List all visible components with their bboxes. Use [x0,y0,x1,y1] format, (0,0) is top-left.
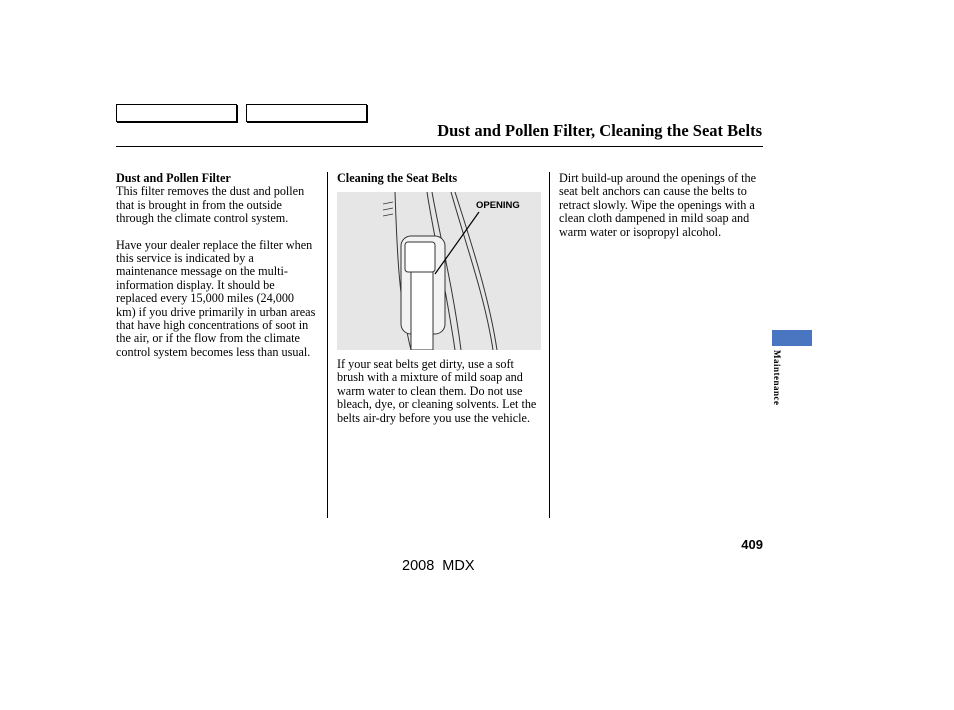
seat-belt-openings-section [559,172,764,239]
dust-filter-section [116,172,316,359]
seat-belt-figure [337,192,541,350]
seat-belts-section [337,172,542,185]
side-tab-label: Maintenance [772,350,782,406]
seat-belts-paragraph-1: If your seat belts get dirty, use a soft brush with a mixture of mild soap and warm water to clean them. Do not use bleach, dye, or cleaning solvents. Let the belts air-dry before you use the vehicle. [337,357,537,425]
nav-next-button[interactable] [246,104,367,122]
page-title: Dust and Pollen Filter, Cleaning the Seat Belts [437,121,762,140]
figure-label-opening: OPENING [476,200,520,211]
column-divider [327,172,328,518]
seat-belts-paragraph-2: Dirt build-up around the openings of the seat belt anchors can cause the belts to retract slowly. Wipe the openings with a clean cloth dampened in mild soap and warm water or isopropyl alcohol. [559,171,756,239]
column-divider [549,172,550,518]
seat-belts-body [337,358,542,425]
dust-filter-paragraph-1: This filter removes the dust and pollen that is brought in from the outside through the climate control system. [116,184,305,226]
seat-belts-heading: Cleaning the Seat Belts [337,171,458,185]
nav-prev-button[interactable] [116,104,237,122]
seat-belt-anchor-illustration [337,192,541,350]
page-number: 409 [741,537,763,552]
dust-filter-heading: Dust and Pollen Filter [116,171,231,185]
section-tab[interactable] [772,330,812,346]
title-divider [116,146,763,147]
dust-filter-paragraph-2: Have your dealer replace the filter when this service is indicated by a maintenance message on the multi-information display. It should be replaced every 15,000 miles (24,000 km) if you drive primarily in urban areas that have high concentrations of soot in the air, or if the flow from the climate control system becomes less than usual. [116,237,316,359]
footer-model: 2008 MDX [402,558,475,574]
